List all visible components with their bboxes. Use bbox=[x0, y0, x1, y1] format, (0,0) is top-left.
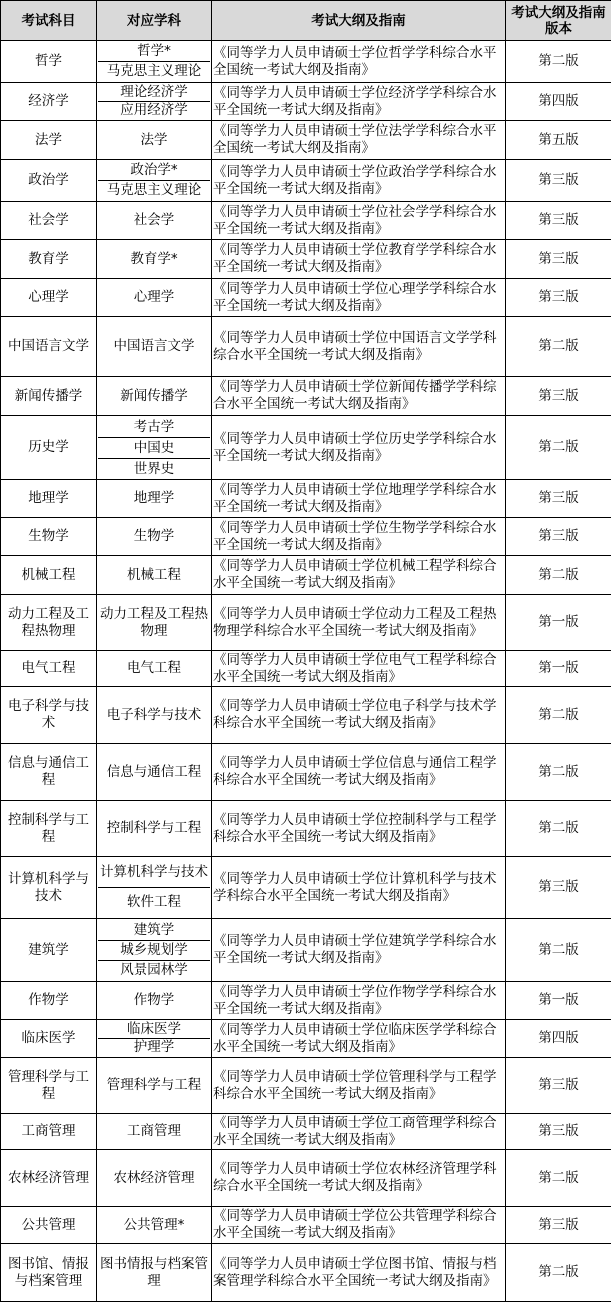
table-row bbox=[1, 317, 611, 377]
version-cell: 第二版 bbox=[506, 1244, 611, 1302]
syllabus-guide-cell: 《同等学力人员申请硕士学位生物学学科综合水平全国统一考试大纲及指南》 bbox=[212, 518, 506, 556]
version-cell: 第四版 bbox=[506, 83, 611, 121]
exam-subject-cell: 历史学 bbox=[1, 416, 97, 480]
syllabus-guide-cell: 《同等学力人员申请硕士学位历史学学科综合水平全国统一考试大纲及指南》 bbox=[212, 416, 506, 480]
exam-subject-cell: 电子科学与技术 bbox=[1, 687, 97, 744]
exam-subject-cell: 建筑学 bbox=[1, 919, 97, 982]
exam-subject-cell: 电气工程 bbox=[1, 651, 97, 687]
syllabus-guide-cell: 《同等学力人员申请硕士学位工商管理学科综合水平全国统一考试大纲及指南》 bbox=[212, 1114, 506, 1150]
discipline-cell bbox=[97, 317, 212, 377]
table-row bbox=[1, 1020, 611, 1058]
discipline-item: 临床医学 bbox=[127, 1021, 181, 1037]
version-cell: 第二版 bbox=[506, 317, 611, 377]
discipline-item: 社会学 bbox=[133, 212, 175, 228]
discipline-cell bbox=[97, 651, 212, 687]
discipline-cell bbox=[97, 240, 212, 279]
table-row bbox=[1, 41, 611, 83]
discipline-item: 建筑学 bbox=[133, 921, 175, 938]
table-row bbox=[1, 1114, 611, 1150]
table-body bbox=[1, 41, 611, 1302]
discipline-cell bbox=[97, 279, 212, 317]
discipline-item: 图书情报与档案管理 bbox=[100, 1255, 208, 1289]
table-row bbox=[1, 416, 611, 480]
exam-subject-cell: 法学 bbox=[1, 121, 97, 160]
discipline-cell bbox=[97, 121, 212, 160]
discipline-item: 教育学* bbox=[130, 250, 178, 267]
syllabus-guide-cell: 《同等学力人员申请硕士学位电子科学与技术学科综合水平全国统一考试大纲及指南》 bbox=[212, 687, 506, 744]
syllabus-guide-cell: 《同等学力人员申请硕士学位建筑学学科综合水平全国统一考试大纲及指南》 bbox=[212, 919, 506, 982]
discipline-cell bbox=[97, 1020, 212, 1058]
version-cell: 第四版 bbox=[506, 1020, 611, 1058]
discipline-cell bbox=[97, 919, 212, 982]
exam-subject-cell: 社会学 bbox=[1, 202, 97, 240]
exam-subject-cell: 哲学 bbox=[1, 41, 97, 83]
discipline-cell bbox=[97, 480, 212, 518]
exam-subject-cell: 计算机科学与技术 bbox=[1, 857, 97, 919]
discipline-item: 护理学 bbox=[98, 1038, 210, 1056]
discipline-cell bbox=[97, 1058, 212, 1114]
discipline-cell bbox=[97, 556, 212, 595]
version-cell: 第三版 bbox=[506, 279, 611, 317]
discipline-item: 信息与通信工程 bbox=[106, 763, 202, 780]
exam-subject-cell: 生物学 bbox=[1, 518, 97, 556]
table-row bbox=[1, 556, 611, 595]
table-row bbox=[1, 687, 611, 744]
exam-subject-cell: 作物学 bbox=[1, 982, 97, 1020]
syllabus-guide-cell: 《同等学力人员申请硕士学位信息与通信工程学科综合水平全国统一考试大纲及指南》 bbox=[212, 744, 506, 801]
header-discipline: 对应学科 bbox=[97, 1, 212, 41]
exam-subject-cell: 心理学 bbox=[1, 279, 97, 317]
header-guide: 考试大纲及指南 bbox=[212, 1, 506, 41]
exam-subject-cell: 公共管理 bbox=[1, 1207, 97, 1244]
discipline-cell bbox=[97, 41, 212, 83]
discipline-cell bbox=[97, 857, 212, 919]
discipline-cell bbox=[97, 687, 212, 744]
syllabus-guide-cell: 《同等学力人员申请硕士学位作物学学科综合水平全国统一考试大纲及指南》 bbox=[212, 982, 506, 1020]
exam-subject-cell: 工商管理 bbox=[1, 1114, 97, 1150]
header-row bbox=[1, 1, 611, 41]
discipline-item: 作物学 bbox=[133, 992, 175, 1008]
table-row bbox=[1, 480, 611, 518]
version-cell: 第二版 bbox=[506, 801, 611, 857]
syllabus-guide-cell: 《同等学力人员申请硕士学位哲学学科综合水平全国统一考试大纲及指南》 bbox=[212, 41, 506, 83]
discipline-item: 马克思主义理论 bbox=[98, 180, 210, 200]
version-cell: 第三版 bbox=[506, 1207, 611, 1244]
table-row bbox=[1, 744, 611, 801]
discipline-cell bbox=[97, 1150, 212, 1207]
header-version: 考试大纲及指南版本 bbox=[506, 1, 611, 41]
discipline-item: 应用经济学 bbox=[98, 101, 210, 119]
exam-subject-cell: 动力工程及工程热物理 bbox=[1, 595, 97, 651]
discipline-cell bbox=[97, 160, 212, 202]
syllabus-guide-cell: 《同等学力人员申请硕士学位新闻传播学学科综合水平全国统一考试大纲及指南》 bbox=[212, 377, 506, 416]
table-row bbox=[1, 83, 611, 121]
syllabus-guide-cell: 《同等学力人员申请硕士学位地理学学科综合水平全国统一考试大纲及指南》 bbox=[212, 480, 506, 518]
exam-subject-cell: 中国语言文学 bbox=[1, 317, 97, 377]
syllabus-guide-cell: 《同等学力人员申请硕士学位动力工程及工程热物理学科综合水平全国统一考试大纲及指南》 bbox=[212, 595, 506, 651]
discipline-item: 软件工程 bbox=[98, 887, 210, 917]
syllabus-guide-cell: 《同等学力人员申请硕士学位农林经济管理学科综合水平全国统一考试大纲及指南》 bbox=[212, 1150, 506, 1207]
header-subject: 考试科目 bbox=[1, 1, 97, 41]
discipline-item: 生物学 bbox=[133, 528, 175, 544]
version-cell: 第一版 bbox=[506, 982, 611, 1020]
table-row bbox=[1, 160, 611, 202]
table-row bbox=[1, 1207, 611, 1244]
version-cell: 第二版 bbox=[506, 416, 611, 480]
discipline-cell bbox=[97, 202, 212, 240]
discipline-item: 世界史 bbox=[98, 458, 210, 479]
syllabus-guide-cell: 《同等学力人员申请硕士学位法学学科综合水平全国统一考试大纲及指南》 bbox=[212, 121, 506, 160]
exam-subject-cell: 信息与通信工程 bbox=[1, 744, 97, 801]
version-cell: 第二版 bbox=[506, 556, 611, 595]
syllabus-guide-cell: 《同等学力人员申请硕士学位心理学学科综合水平全国统一考试大纲及指南》 bbox=[212, 279, 506, 317]
version-cell: 第三版 bbox=[506, 480, 611, 518]
discipline-item: 法学 bbox=[140, 131, 168, 148]
version-cell: 第二版 bbox=[506, 919, 611, 982]
table-row bbox=[1, 982, 611, 1020]
version-cell: 第三版 bbox=[506, 377, 611, 416]
discipline-cell bbox=[97, 416, 212, 480]
discipline-cell bbox=[97, 801, 212, 857]
version-cell: 第一版 bbox=[506, 595, 611, 651]
discipline-cell bbox=[97, 83, 212, 121]
table-row bbox=[1, 857, 611, 919]
discipline-item: 心理学 bbox=[133, 289, 175, 305]
table-row bbox=[1, 518, 611, 556]
syllabus-guide-cell: 《同等学力人员申请硕士学位控制科学与工程学科综合水平全国统一考试大纲及指南》 bbox=[212, 801, 506, 857]
discipline-cell bbox=[97, 377, 212, 416]
table-row bbox=[1, 919, 611, 982]
exam-subject-cell: 临床医学 bbox=[1, 1020, 97, 1058]
discipline-cell bbox=[97, 1207, 212, 1244]
discipline-item: 管理科学与工程 bbox=[106, 1077, 202, 1093]
exam-subject-cell: 新闻传播学 bbox=[1, 377, 97, 416]
discipline-item: 考古学 bbox=[133, 418, 175, 435]
exam-subject-cell: 教育学 bbox=[1, 240, 97, 279]
discipline-item: 控制科学与工程 bbox=[106, 820, 202, 836]
exam-subject-cell: 管理科学与工程 bbox=[1, 1058, 97, 1114]
version-cell: 第二版 bbox=[506, 687, 611, 744]
exam-subject-cell: 控制科学与工程 bbox=[1, 801, 97, 857]
discipline-item: 工商管理 bbox=[127, 1123, 181, 1139]
discipline-item: 中国史 bbox=[98, 437, 210, 458]
syllabus-guide-cell: 《同等学力人员申请硕士学位公共管理学科综合水平全国统一考试大纲及指南》 bbox=[212, 1207, 506, 1244]
exam-subject-cell: 图书馆、情报与档案管理 bbox=[1, 1244, 97, 1302]
table-row bbox=[1, 377, 611, 416]
syllabus-guide-cell: 《同等学力人员申请硕士学位中国语言文学学科综合水平全国统一考试大纲及指南》 bbox=[212, 317, 506, 377]
table-row bbox=[1, 801, 611, 857]
table-row bbox=[1, 595, 611, 651]
syllabus-guide-cell: 《同等学力人员申请硕士学位经济学学科综合水平全国统一考试大纲及指南》 bbox=[212, 83, 506, 121]
syllabus-guide-cell: 《同等学力人员申请硕士学位电气工程学科综合水平全国统一考试大纲及指南》 bbox=[212, 651, 506, 687]
version-cell: 第三版 bbox=[506, 857, 611, 919]
discipline-item: 电气工程 bbox=[127, 660, 181, 676]
table-row bbox=[1, 1150, 611, 1207]
version-cell: 第一版 bbox=[506, 651, 611, 687]
syllabus-guide-cell: 《同等学力人员申请硕士学位临床医学学科综合水平全国统一考试大纲及指南》 bbox=[212, 1020, 506, 1058]
syllabus-guide-cell: 《同等学力人员申请硕士学位机械工程学科综合水平全国统一考试大纲及指南》 bbox=[212, 556, 506, 595]
version-cell: 第三版 bbox=[506, 518, 611, 556]
version-cell: 第三版 bbox=[506, 1114, 611, 1150]
discipline-cell bbox=[97, 595, 212, 651]
discipline-item: 农林经济管理 bbox=[113, 1169, 195, 1186]
discipline-cell bbox=[97, 982, 212, 1020]
discipline-item: 中国语言文学 bbox=[113, 338, 195, 354]
version-cell: 第三版 bbox=[506, 160, 611, 202]
syllabus-guide-cell: 《同等学力人员申请硕士学位管理科学与工程学科综合水平全国统一考试大纲及指南》 bbox=[212, 1058, 506, 1114]
exam-subject-cell: 农林经济管理 bbox=[1, 1150, 97, 1207]
table-row bbox=[1, 279, 611, 317]
discipline-item: 风景园林学 bbox=[98, 960, 210, 980]
version-cell: 第三版 bbox=[506, 240, 611, 279]
version-cell: 第二版 bbox=[506, 744, 611, 801]
discipline-item: 公共管理* bbox=[123, 1216, 185, 1233]
discipline-item: 哲学* bbox=[137, 43, 171, 59]
discipline-item: 机械工程 bbox=[127, 566, 181, 583]
discipline-cell bbox=[97, 518, 212, 556]
syllabus-guide-cell: 《同等学力人员申请硕士学位社会学学科综合水平全国统一考试大纲及指南》 bbox=[212, 202, 506, 240]
table-row bbox=[1, 1244, 611, 1302]
syllabus-guide-cell: 《同等学力人员申请硕士学位政治学学科综合水平全国统一考试大纲及指南》 bbox=[212, 160, 506, 202]
exam-subject-cell: 地理学 bbox=[1, 480, 97, 518]
discipline-item: 新闻传播学 bbox=[120, 387, 188, 404]
discipline-item: 城乡规划学 bbox=[98, 940, 210, 960]
discipline-cell bbox=[97, 744, 212, 801]
exam-subject-cell: 政治学 bbox=[1, 160, 97, 202]
table-row bbox=[1, 1058, 611, 1114]
discipline-item: 马克思主义理论 bbox=[98, 61, 210, 81]
table-row bbox=[1, 240, 611, 279]
version-cell: 第二版 bbox=[506, 41, 611, 83]
version-cell: 第三版 bbox=[506, 202, 611, 240]
exam-subject-cell: 经济学 bbox=[1, 83, 97, 121]
table-row bbox=[1, 651, 611, 687]
discipline-item: 地理学 bbox=[133, 490, 175, 506]
syllabus-guide-cell: 《同等学力人员申请硕士学位计算机科学与技术学科综合水平全国统一考试大纲及指南》 bbox=[212, 857, 506, 919]
discipline-cell bbox=[97, 1244, 212, 1302]
discipline-item: 电子科学与技术 bbox=[106, 706, 202, 723]
version-cell: 第五版 bbox=[506, 121, 611, 160]
syllabus-guide-cell: 《同等学力人员申请硕士学位图书馆、情报与档案管理学科综合水平全国统一考试大纲及指南》 bbox=[212, 1244, 506, 1302]
version-cell: 第三版 bbox=[506, 1058, 611, 1114]
exam-subject-cell: 机械工程 bbox=[1, 556, 97, 595]
version-cell: 第二版 bbox=[506, 1150, 611, 1207]
table-row bbox=[1, 202, 611, 240]
syllabus-guide-cell: 《同等学力人员申请硕士学位教育学学科综合水平全国统一考试大纲及指南》 bbox=[212, 240, 506, 279]
table-row bbox=[1, 121, 611, 160]
discipline-item: 理论经济学 bbox=[120, 84, 188, 100]
discipline-item: 动力工程及工程热物理 bbox=[100, 605, 208, 639]
discipline-item: 政治学* bbox=[130, 162, 178, 178]
discipline-item: 计算机科学与技术 bbox=[100, 864, 208, 880]
discipline-cell bbox=[97, 1114, 212, 1150]
